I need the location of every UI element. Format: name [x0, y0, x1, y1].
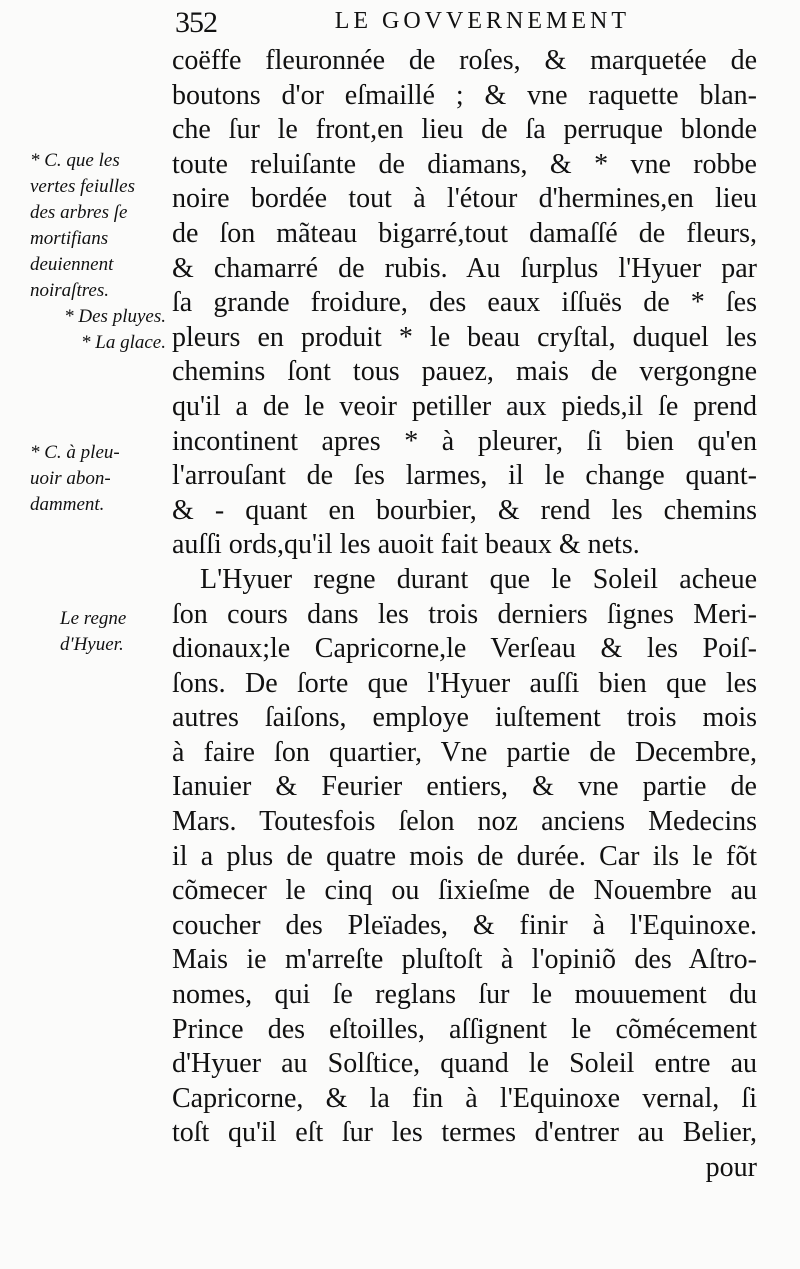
text-line: Ianuier & Feurier entiers, & vne partie de [172, 771, 757, 803]
running-title: LE GOVVERNEMENT [334, 8, 630, 34]
text-line: toute reluiſante de diamans, & * vne robbe [172, 148, 757, 180]
margin-note-line: damment. [30, 494, 105, 515]
text-line: Mais ie m'arreſte pluſtoſt à l'opiniõ des Aſtro- [172, 944, 757, 976]
text-line: coëffe fleuronnée de roſes, & marquetée de [172, 45, 757, 76]
text-line: ſons. De ſorte que l'Hyuer auſſi bien que les [172, 667, 757, 699]
margin-note-rain [30, 440, 172, 518]
text-line: nomes, qui ſe reglans ſur le mouuement du [172, 979, 757, 1011]
text-line: incontinent apres * à pleurer, ſi bien qu'en [172, 425, 757, 457]
body-text [172, 44, 757, 1186]
text-line: toſt qu'il eſt ſur les termes d'entrer au Belier, [172, 1117, 757, 1149]
margin-note-line: deuiennent [30, 254, 114, 275]
margin-note-line: des arbres ſe [30, 202, 128, 223]
text-line: à faire ſon quartier, Vne partie de Decembre, [172, 736, 757, 768]
margin-note-leaves [30, 148, 172, 356]
text-line: noire bordée tout à l'étour d'hermines,en lieu [172, 183, 757, 215]
margin-note-line: uoir abon- [30, 468, 111, 489]
text-line: ſon cours dans les trois derniers ſignes Meri- [172, 598, 757, 630]
text-line: Mars. Toutesfois ſelon noz anciens Medecins [172, 806, 757, 838]
margin-note-line: Le regne [60, 608, 127, 629]
text-line: Prince des eſtoilles, aſſignent le cõmécement [172, 1013, 757, 1045]
paragraph-start-line: L'Hyuer regne durant que le Soleil acheue [200, 563, 757, 595]
text-line: & - quant en bourbier, & rend les chemins [172, 494, 757, 526]
text-line: boutons d'or eſmaillé ; & vne raquette blan- [172, 79, 757, 111]
text-line: l'arrouſant de ſes larmes, il le change quant- [172, 460, 757, 492]
text-line: il a plus de quatre mois de durée. Car ils le fõt [172, 840, 757, 872]
text-line: chemins ſont tous pauez, mais de vergongne [172, 356, 757, 388]
page-header [175, 6, 760, 46]
text-line: de ſon mãteau bigarré,tout damaſſé de fleurs, [172, 217, 757, 249]
margin-note-line: * C. à pleu- [30, 442, 120, 463]
page-number: 352 [175, 6, 217, 39]
text-line: auſſi ords,qu'il les auoit fait beaux & nets. [172, 529, 640, 561]
text-line: & chamarré de rubis. Au ſurplus l'Hyuer par [172, 252, 757, 284]
text-line: autres ſaiſons, employe iuſtement trois mois [172, 702, 757, 734]
text-line: qu'il a de le veoir petiller aux pieds,il ſe prend [172, 390, 757, 422]
margin-note-line: vertes feiulles [30, 176, 135, 197]
margin-note-line: * Des pluyes. [64, 306, 166, 327]
text-line: d'Hyuer au Solſtice, quand le Soleil entre au [172, 1048, 757, 1080]
margin-note-line: * La glace. [81, 332, 166, 353]
text-line: che ſur le front,en lieu de ſa perruque blonde [172, 114, 757, 146]
text-line: pleurs en produit * le beau cryſtal, duquel les [172, 321, 757, 353]
text-line: Capricorne, & la fin à l'Equinoxe vernal, ſi [172, 1082, 757, 1114]
text-line: dionaux;le Capricorne,le Verſeau & les Poiſ- [172, 633, 757, 665]
text-line: ſa grande froidure, des eaux iſſuës de * ſes [172, 287, 757, 319]
margin-note-line: mortifians [30, 228, 109, 249]
text-line: coucher des Pleïades, & finir à l'Equinoxe. [172, 909, 757, 941]
text-line: cõmecer le cinq ou ſixieſme de Nouembre au [172, 875, 757, 907]
margin-note-line: d'Hyuer. [60, 634, 124, 655]
margin-note-line: * C. que les [30, 150, 120, 171]
margin-note-winter-reign [60, 606, 202, 658]
catchword: pour [705, 1152, 757, 1183]
margin-note-line: noiraſtres. [30, 280, 109, 301]
